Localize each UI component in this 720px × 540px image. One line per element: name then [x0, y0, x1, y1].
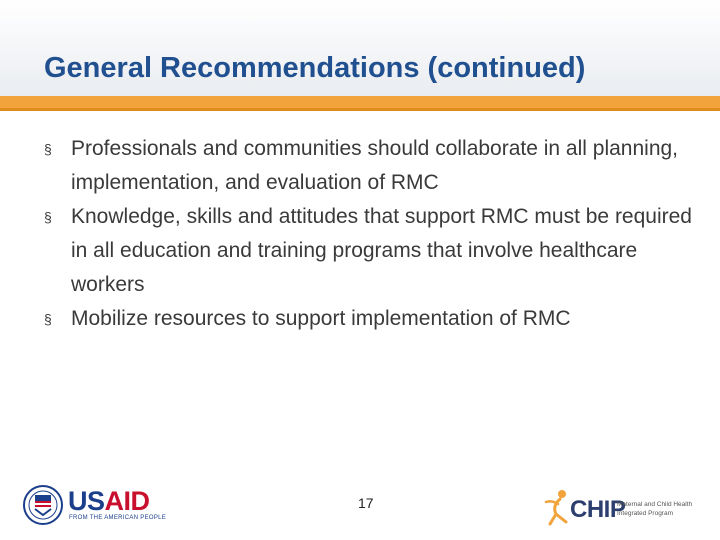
usaid-us-text: US: [68, 486, 105, 516]
bullet-item: [44, 132, 694, 200]
bullet-text: Mobilize resources to support implementation of RMC: [71, 307, 571, 330]
bullet-marker-icon: §: [44, 141, 52, 157]
bullet-list: [44, 132, 694, 336]
mchip-description-line: Maternal and Child Health: [617, 501, 693, 508]
bullet-text: Knowledge, skills and attitudes that support RMC must be required in all education and training programs that involve healthcare workers: [71, 205, 692, 296]
bullet-item: [44, 302, 694, 336]
accent-bar: [0, 96, 720, 111]
bullet-marker-icon: §: [44, 209, 52, 225]
page-number: 17: [358, 495, 374, 511]
slide-title: General Recommendations (continued): [44, 52, 586, 84]
bullet-marker-icon: §: [44, 311, 52, 327]
usaid-seal-icon: [22, 484, 64, 526]
mchip-description-line: Integrated Program: [617, 510, 674, 517]
usaid-tagline: FROM THE AMERICAN PEOPLE: [69, 515, 167, 521]
usaid-aid-text: AID: [104, 486, 150, 516]
bullet-item: [44, 200, 694, 302]
mchip-wordmark: CHIP: [570, 496, 626, 523]
usaid-wordmark: [68, 486, 150, 517]
mchip-description: [617, 500, 697, 518]
bullet-text: Professionals and communities should collaborate in all planning, implementation, and evaluation of RMC: [71, 137, 679, 194]
mchip-figure-icon: [542, 488, 572, 526]
